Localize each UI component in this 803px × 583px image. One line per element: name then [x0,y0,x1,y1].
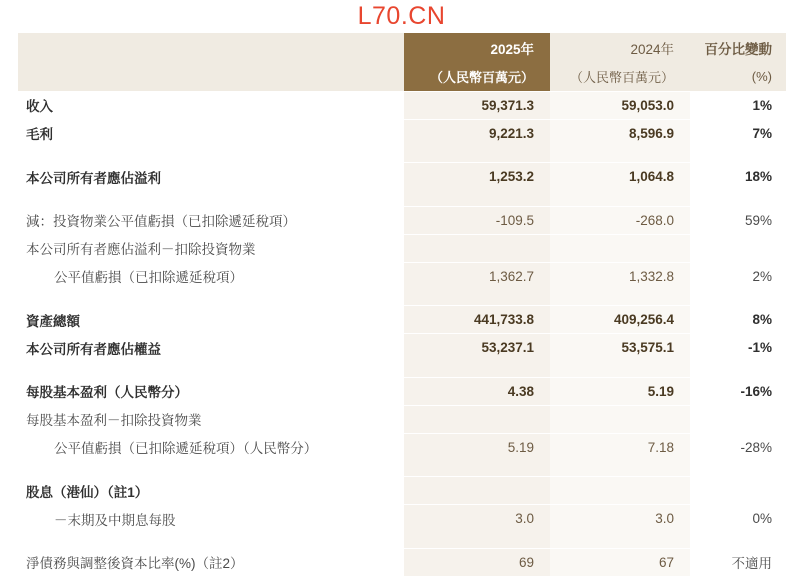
row-value-change [690,477,786,505]
table-spacer-row [18,191,786,207]
row-label: －末期及中期息每股 [18,505,404,533]
row-value-prior-year: 3.0 [550,505,690,533]
row-label: 淨債務與調整後資本比率(%)（註2） [18,548,404,576]
row-value-current-year: 1,253.2 [404,163,550,191]
row-value-current-year: 69 [404,548,550,576]
row-value-change: -16% [690,377,786,405]
row-value-current-year: 3.0 [404,505,550,533]
financial-highlights-table [18,33,786,576]
row-value-change: 0% [690,505,786,533]
table-row [18,548,786,576]
row-label: 毛利 [18,119,404,147]
row-value-change [690,234,786,262]
table-spacer-cell [690,191,786,207]
table-spacer-cell [690,533,786,549]
table-row [18,262,786,290]
row-label: 本公司所有者應佔溢利－扣除投資物業 [18,234,404,262]
row-label: 本公司所有者應佔權益 [18,334,404,362]
row-value-current-year: 441,733.8 [404,306,550,334]
row-value-prior-year: 53,575.1 [550,334,690,362]
table-spacer-row [18,362,786,378]
table-spacer-cell [404,461,550,477]
header-unit-prior: （人民幣百萬元） [550,63,690,91]
table-spacer-cell [550,290,690,306]
table-spacer-cell [18,147,404,163]
row-value-prior-year: 59,053.0 [550,91,690,119]
row-value-current-year: -109.5 [404,206,550,234]
table-header-row-units [18,63,786,91]
table-spacer-row [18,461,786,477]
table-row [18,234,786,262]
table-spacer-cell [550,362,690,378]
table-spacer-cell [550,533,690,549]
table-row [18,119,786,147]
table-spacer-cell [18,191,404,207]
row-label: 每股基本盈利－扣除投資物業 [18,405,404,433]
table-header [18,33,786,91]
table-spacer-cell [404,290,550,306]
table-body [18,91,786,576]
table-row [18,163,786,191]
row-value-prior-year: -268.0 [550,206,690,234]
table-spacer-cell [18,290,404,306]
row-value-current-year [404,477,550,505]
row-value-prior-year: 1,332.8 [550,262,690,290]
row-value-prior-year [550,234,690,262]
row-value-prior-year: 1,064.8 [550,163,690,191]
table-spacer-cell [18,533,404,549]
row-value-change: 7% [690,119,786,147]
table-spacer-cell [690,362,786,378]
row-label: 每股基本盈利（人民幣分） [18,377,404,405]
table-row [18,405,786,433]
header-year-current: 2025年 [404,33,550,63]
row-value-change: -28% [690,433,786,461]
row-label: 收入 [18,91,404,119]
row-label: 公平值虧損（已扣除遞延稅項） [18,262,404,290]
row-value-current-year: 5.19 [404,433,550,461]
row-value-change [690,405,786,433]
table-spacer-row [18,147,786,163]
header-change-unit: (%) [690,63,786,91]
row-value-current-year [404,405,550,433]
table-row [18,334,786,362]
table-spacer-cell [18,461,404,477]
table-spacer-cell [550,147,690,163]
table-row [18,377,786,405]
row-value-current-year: 59,371.3 [404,91,550,119]
row-value-current-year: 53,237.1 [404,334,550,362]
header-blank-cell [18,33,404,63]
row-label: 減：投資物業公平值虧損（已扣除遞延稅項） [18,206,404,234]
row-value-change: 1% [690,91,786,119]
header-year-prior: 2024年 [550,33,690,63]
financial-highlights-table-wrapper [18,33,786,576]
table-row [18,206,786,234]
table-spacer-cell [690,461,786,477]
header-unit-current: （人民幣百萬元） [404,63,550,91]
row-value-current-year [404,234,550,262]
table-row [18,306,786,334]
row-value-prior-year [550,477,690,505]
table-spacer-cell [550,461,690,477]
row-value-change: 18% [690,163,786,191]
row-value-change: 8% [690,306,786,334]
table-spacer-row [18,290,786,306]
watermark-text: L70.CN [357,2,446,30]
row-value-current-year: 1,362.7 [404,262,550,290]
row-value-prior-year: 8,596.9 [550,119,690,147]
row-value-prior-year: 7.18 [550,433,690,461]
table-spacer-cell [690,147,786,163]
table-spacer-cell [404,362,550,378]
table-header-row-years [18,33,786,63]
row-value-prior-year: 67 [550,548,690,576]
row-value-change: -1% [690,334,786,362]
table-spacer-cell [690,290,786,306]
header-change-label: 百分比變動 [690,33,786,63]
row-value-prior-year [550,405,690,433]
table-spacer-cell [18,362,404,378]
row-label: 資產總額 [18,306,404,334]
row-value-change: 2% [690,262,786,290]
header-blank-cell-2 [18,63,404,91]
table-spacer-cell [404,533,550,549]
table-spacer-cell [550,191,690,207]
row-value-current-year: 9,221.3 [404,119,550,147]
table-spacer-row [18,533,786,549]
row-value-change: 59% [690,206,786,234]
row-label: 本公司所有者應佔溢利 [18,163,404,191]
row-label: 公平值虧損（已扣除遞延稅項）（人民幣分） [18,433,404,461]
row-value-change: 不適用 [690,548,786,576]
table-row [18,505,786,533]
row-value-prior-year: 5.19 [550,377,690,405]
table-spacer-cell [404,191,550,207]
table-spacer-cell [404,147,550,163]
row-value-prior-year: 409,256.4 [550,306,690,334]
row-label: 股息（港仙）（註1） [18,477,404,505]
table-row [18,91,786,119]
table-row [18,433,786,461]
row-value-current-year: 4.38 [404,377,550,405]
table-row [18,477,786,505]
